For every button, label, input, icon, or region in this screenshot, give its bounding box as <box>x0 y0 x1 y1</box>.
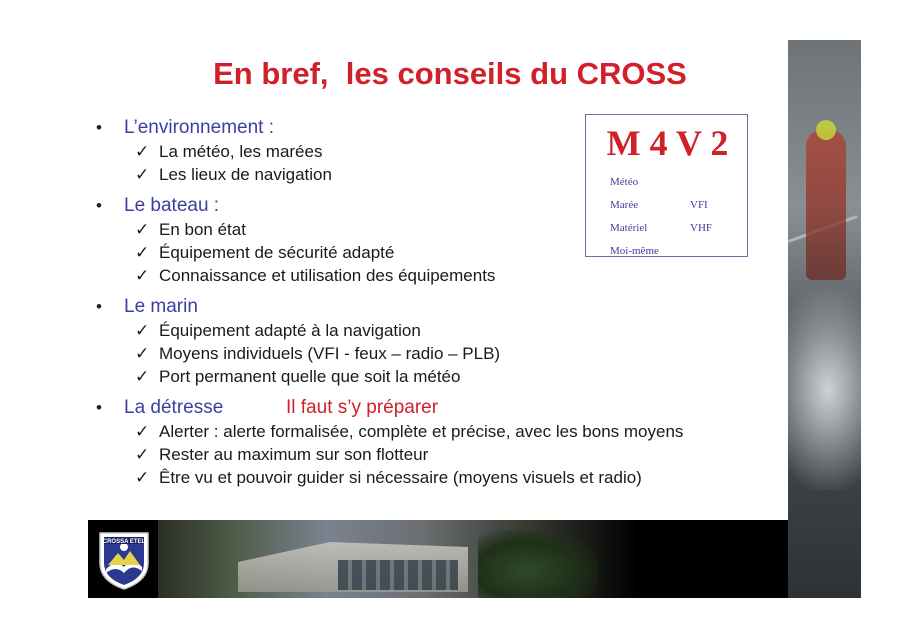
m4v2-grid <box>610 171 740 263</box>
section-title: Le marin <box>124 296 198 317</box>
section-items <box>96 319 776 388</box>
logo-text: CROSSA ETEL <box>102 539 146 545</box>
list-item <box>96 264 776 287</box>
m4v2-row <box>610 240 740 263</box>
rescue-photo-strip <box>788 40 861 598</box>
item-text: Être vu et pouvoir guider si nécessaire (moyens visuels et radio) <box>159 468 642 487</box>
checkmark-icon: ✓ <box>135 321 150 340</box>
cross-building-photo-strip <box>88 520 788 598</box>
section-heading <box>96 396 776 420</box>
crossa-etel-shield-logo-icon <box>96 527 152 591</box>
bullet-icon: • <box>96 398 102 417</box>
item-text: Équipement adapté à la navigation <box>159 321 421 340</box>
checkmark-icon: ✓ <box>135 243 150 262</box>
section-items <box>96 420 776 489</box>
item-text: Équipement de sécurité adapté <box>159 243 395 262</box>
checkmark-icon: ✓ <box>135 367 150 386</box>
checkmark-icon: ✓ <box>135 266 150 285</box>
section-title: L’environnement : <box>124 117 274 138</box>
list-item <box>96 466 776 489</box>
list-item <box>96 342 776 365</box>
section-sailor <box>96 295 776 388</box>
checkmark-icon: ✓ <box>135 220 150 239</box>
bullet-icon: • <box>96 118 102 137</box>
checkmark-icon: ✓ <box>135 142 150 161</box>
section-title: Le bateau : <box>124 195 220 216</box>
checkmark-icon: ✓ <box>135 468 150 487</box>
sailor-figure-image <box>806 130 846 280</box>
item-text: Rester au maximum sur son flotteur <box>159 445 429 464</box>
item-text: Alerter : alerte formalisée, complète et précise, avec les bons moyens <box>159 422 684 441</box>
item-text: Les lieux de navigation <box>159 165 332 184</box>
bullet-icon: • <box>96 297 102 316</box>
section-distress <box>96 396 776 489</box>
m4v2-heading: M 4 V 2 <box>606 123 729 163</box>
list-item <box>96 319 776 342</box>
bullet-icon: • <box>96 196 102 215</box>
m4v2-left-label: Moi-même <box>610 245 659 257</box>
sailor-helmet-image <box>816 120 836 140</box>
checkmark-icon: ✓ <box>135 445 150 464</box>
building-windows-image <box>338 560 458 590</box>
item-text: Port permanent quelle que soit la météo <box>159 367 461 386</box>
checkmark-icon: ✓ <box>135 344 150 363</box>
m4v2-row <box>610 194 740 217</box>
m4v2-left-label: Matériel <box>610 222 648 234</box>
section-heading <box>96 295 776 319</box>
m4v2-right-label: VFI <box>690 199 708 211</box>
list-item <box>96 443 776 466</box>
item-text: La météo, les marées <box>159 142 323 161</box>
m4v2-box <box>585 114 748 257</box>
section-title: La détresse <box>124 397 224 418</box>
item-text: Moyens individuels (VFI - feux – radio – PLB) <box>159 344 501 363</box>
item-text: En bon état <box>159 220 246 239</box>
slide-title: En bref, les conseils du CROSS <box>213 56 687 91</box>
checkmark-icon: ✓ <box>135 165 150 184</box>
checkmark-icon: ✓ <box>135 422 150 441</box>
m4v2-right-label: VHF <box>690 222 713 234</box>
item-text: Connaissance et utilisation des équipements <box>159 266 496 285</box>
list-item <box>96 365 776 388</box>
trees-image <box>478 530 598 598</box>
m4v2-left-label: Marée <box>610 199 639 211</box>
sea-spray-image <box>788 290 861 490</box>
list-item <box>96 420 776 443</box>
m4v2-left-label: Météo <box>610 176 639 188</box>
m4v2-row <box>610 171 740 194</box>
section-note: Il faut s’y préparer <box>286 397 439 418</box>
m4v2-row <box>610 217 740 240</box>
